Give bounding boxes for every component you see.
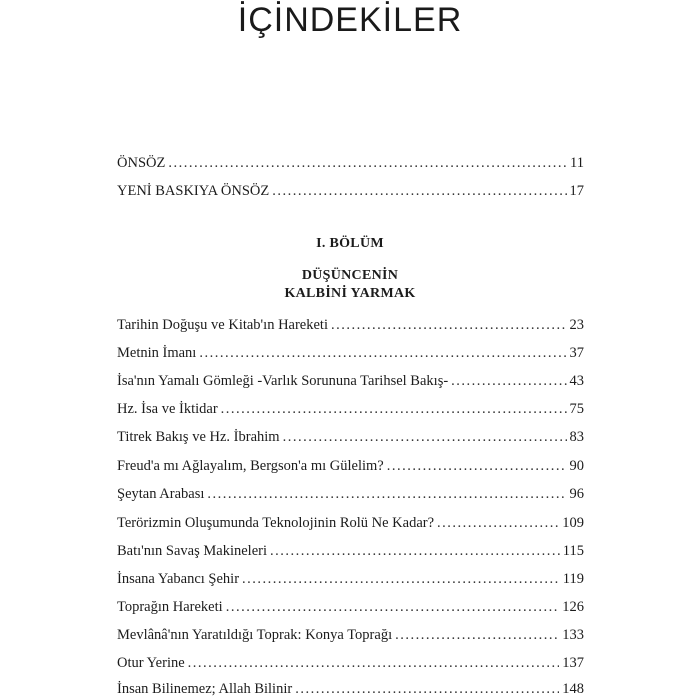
- toc-entry-label: Metnin İmanı: [117, 345, 197, 361]
- dot-leader: [226, 596, 560, 618]
- dot-leader: [199, 342, 566, 364]
- toc-entry-page: 17: [569, 183, 584, 199]
- toc-entry-preface: [117, 152, 584, 174]
- dot-leader: [331, 314, 567, 336]
- toc-entry-page: 11: [570, 155, 584, 171]
- toc-entry: [117, 624, 584, 646]
- toc-entry-label: Toprağın Hareketi: [117, 599, 223, 615]
- toc-entry-label: Mevlânâ'nın Yaratıldığı Toprak: Konya Toprağı: [117, 627, 393, 643]
- toc-entry-label: Otur Yerine: [117, 655, 185, 671]
- toc-entry-page: 37: [569, 345, 584, 361]
- toc-entry-page: 133: [562, 627, 584, 643]
- toc-entry: [117, 540, 584, 562]
- page-title: İÇİNDEKİLER: [237, 1, 463, 39]
- dot-leader: [295, 678, 559, 700]
- toc-entry: [117, 314, 584, 336]
- part-number: I. BÖLÜM: [316, 236, 384, 251]
- toc-entry-label: İnsan Bilinemez; Allah Bilinir: [117, 681, 293, 697]
- toc-entry-page: 96: [569, 486, 584, 502]
- toc-entry-page: 83: [569, 429, 584, 445]
- dot-leader: [283, 426, 567, 448]
- toc-entry: [117, 426, 584, 448]
- toc-entry-page: 126: [562, 599, 584, 615]
- toc-entry: [117, 370, 584, 392]
- dot-leader: [207, 483, 566, 505]
- toc-entry-label: İnsana Yabancı Şehir: [117, 571, 240, 587]
- toc-entry-page: 148: [562, 681, 584, 697]
- toc-entry-label: Şeytan Arabası: [117, 486, 205, 502]
- toc-entry: [117, 652, 584, 674]
- toc-entry: [117, 398, 584, 420]
- toc-entry-label: İsa'nın Yamalı Gömleği -Varlık Sorununa Tarihsel Bakış-: [117, 373, 449, 389]
- toc-entry: [117, 483, 584, 505]
- dot-leader: [221, 398, 567, 420]
- toc-entry-label: YENİ BASKIYA ÖNSÖZ: [117, 183, 270, 199]
- toc-entry-label: Titrek Bakış ve Hz. İbrahim: [117, 429, 280, 445]
- dot-leader: [451, 370, 566, 392]
- toc-entry-page: 90: [569, 458, 584, 474]
- toc-entry-page: 23: [569, 317, 584, 333]
- dot-leader: [270, 540, 560, 562]
- toc-entry-label: Tarihin Doğuşu ve Kitab'ın Hareketi: [117, 317, 328, 333]
- dot-leader: [395, 624, 559, 646]
- dot-leader: [437, 512, 559, 534]
- toc-entry-page: 109: [562, 515, 584, 531]
- toc-entry-label: Freud'a mı Ağlayalım, Bergson'a mı Gülelim?: [117, 458, 384, 474]
- part-title-line-2: KALBİNİ YARMAK: [284, 286, 416, 301]
- toc-entry-page: 137: [562, 655, 584, 671]
- dot-leader: [168, 152, 567, 174]
- toc-entry: [117, 455, 584, 477]
- toc-entry: [117, 678, 584, 700]
- dot-leader: [387, 455, 567, 477]
- toc-entry-new-edition-preface: [117, 180, 584, 202]
- toc-entry-label: ÖNSÖZ: [117, 155, 166, 171]
- toc-entry-page: 75: [569, 401, 584, 417]
- toc-entry-label: Batı'nın Savaş Makineleri: [117, 543, 267, 559]
- toc-entry: [117, 512, 584, 534]
- dot-leader: [272, 180, 566, 202]
- toc-entry: [117, 568, 584, 590]
- dot-leader: [188, 652, 560, 674]
- toc-entry-label: Hz. İsa ve İktidar: [117, 401, 218, 417]
- toc-entry: [117, 596, 584, 618]
- toc-entry-page: 115: [562, 543, 584, 559]
- toc-entry-page: 119: [562, 571, 584, 587]
- dot-leader: [242, 568, 560, 590]
- toc-entry-label: Terörizmin Oluşumunda Teknolojinin Rolü Ne Kadar?: [117, 515, 435, 531]
- toc-entry-page: 43: [569, 373, 584, 389]
- toc-entry: [117, 342, 584, 364]
- part-title-line-1: DÜŞÜNCENİN: [301, 268, 399, 283]
